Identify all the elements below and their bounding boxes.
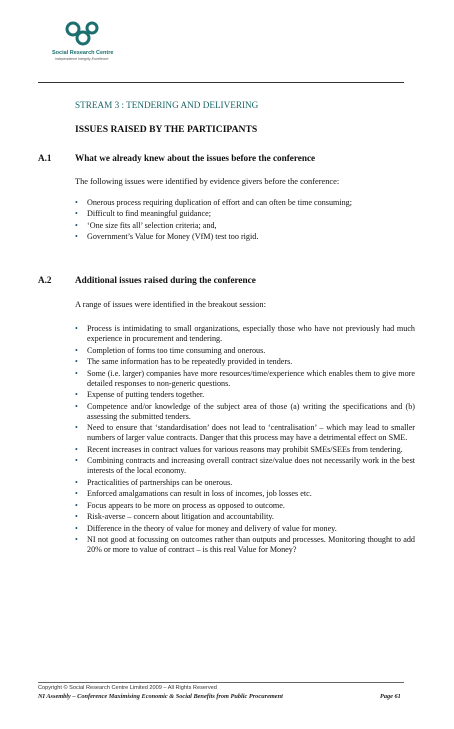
footer-title: NI Assembly – Conference Maximising Economic & Social Benefits from Public Procurement [38, 693, 283, 700]
page-number: Page 61 [380, 693, 401, 700]
list-item: • Expense of putting tenders together. [75, 390, 415, 400]
list-item: • Difficult to find meaningful guidance; [75, 209, 415, 219]
list-item: • Recent increases in contract values for various reasons may prohibit SMEs/SEEs from tendering. [75, 445, 415, 455]
bullet-list [75, 324, 415, 557]
list-item: • NI not good at focussing on outcomes rather than outputs and processes. Monitoring thought to add 20% or more to value of contract – is this real Value for Money? [75, 535, 415, 555]
issues-heading: ISSUES RAISED BY THE PARTICIPANTS [75, 124, 258, 135]
list-item: • Difference in the theory of value for money and delivery of value for money. [75, 524, 415, 534]
section-number: A.1 [38, 153, 52, 163]
section-title: Additional issues raised during the conference [75, 275, 256, 285]
list-item: • Enforced amalgamations can result in loss of incomes, job losses etc. [75, 489, 415, 499]
section-intro: A range of issues were identified in the breakout session: [75, 300, 266, 309]
logo [52, 20, 112, 66]
list-item: • Combining contracts and increasing overall contract size/value does not necessarily work in the best interests of the local economy. [75, 456, 415, 476]
list-item: • Process is intimidating to small organizations, especially those who have not previously had much experience in procurement and tendering. [75, 324, 415, 344]
list-item: • Completion of forms too time consuming and onerous. [75, 346, 415, 356]
list-item: • The same information has to be repeatedly provided in tenders. [75, 357, 415, 367]
logo-slogan: Independence Integrity Excellence [55, 57, 109, 61]
list-item: • Need to ensure that ‘standardisation’ does not lead to ‘centralisation’ – which may lead to smaller numbers of larger value contracts. Danger that this process may have a detrimental effect on SME. [75, 423, 415, 443]
list-item: • Some (i.e. larger) companies have more resources/time/experience which enables them to give more detailed responses to non-generic questions. [75, 369, 415, 389]
footer-rule [38, 682, 404, 683]
section-number: A.2 [38, 275, 52, 285]
section-title: What we already knew about the issues before the conference [75, 153, 316, 163]
logo-icon [65, 20, 99, 48]
list-item: • Practicalities of partnerships can be onerous. [75, 478, 415, 488]
header-rule [38, 82, 404, 83]
list-item: • Government’s Value for Money (VfM) test too rigid. [75, 232, 415, 242]
bullet-list [75, 198, 415, 244]
section-intro: The following issues were identified by evidence givers before the conference: [75, 177, 340, 186]
list-item: • Risk-averse – concern about litigation and accountability. [75, 512, 415, 522]
logo-title: Social Research Centre [52, 50, 114, 56]
list-item: • Competence and/or knowledge of the subject area of those (a) writing the specifications and (b) assessing the submitted tenders. [75, 402, 415, 422]
list-item: • Onerous process requiring duplication of effort and can often be time consuming; [75, 198, 415, 208]
stream-heading: STREAM 3 : TENDERING AND DELIVERING [75, 100, 259, 110]
list-item: • Focus appears to be more on process as opposed to outcome. [75, 501, 415, 511]
list-item: • ‘One size fits all’ selection criteria; and, [75, 221, 415, 231]
footer-copyright: Copyright © Social Research Centre Limited 2009 – All Rights Reserved [38, 685, 217, 691]
